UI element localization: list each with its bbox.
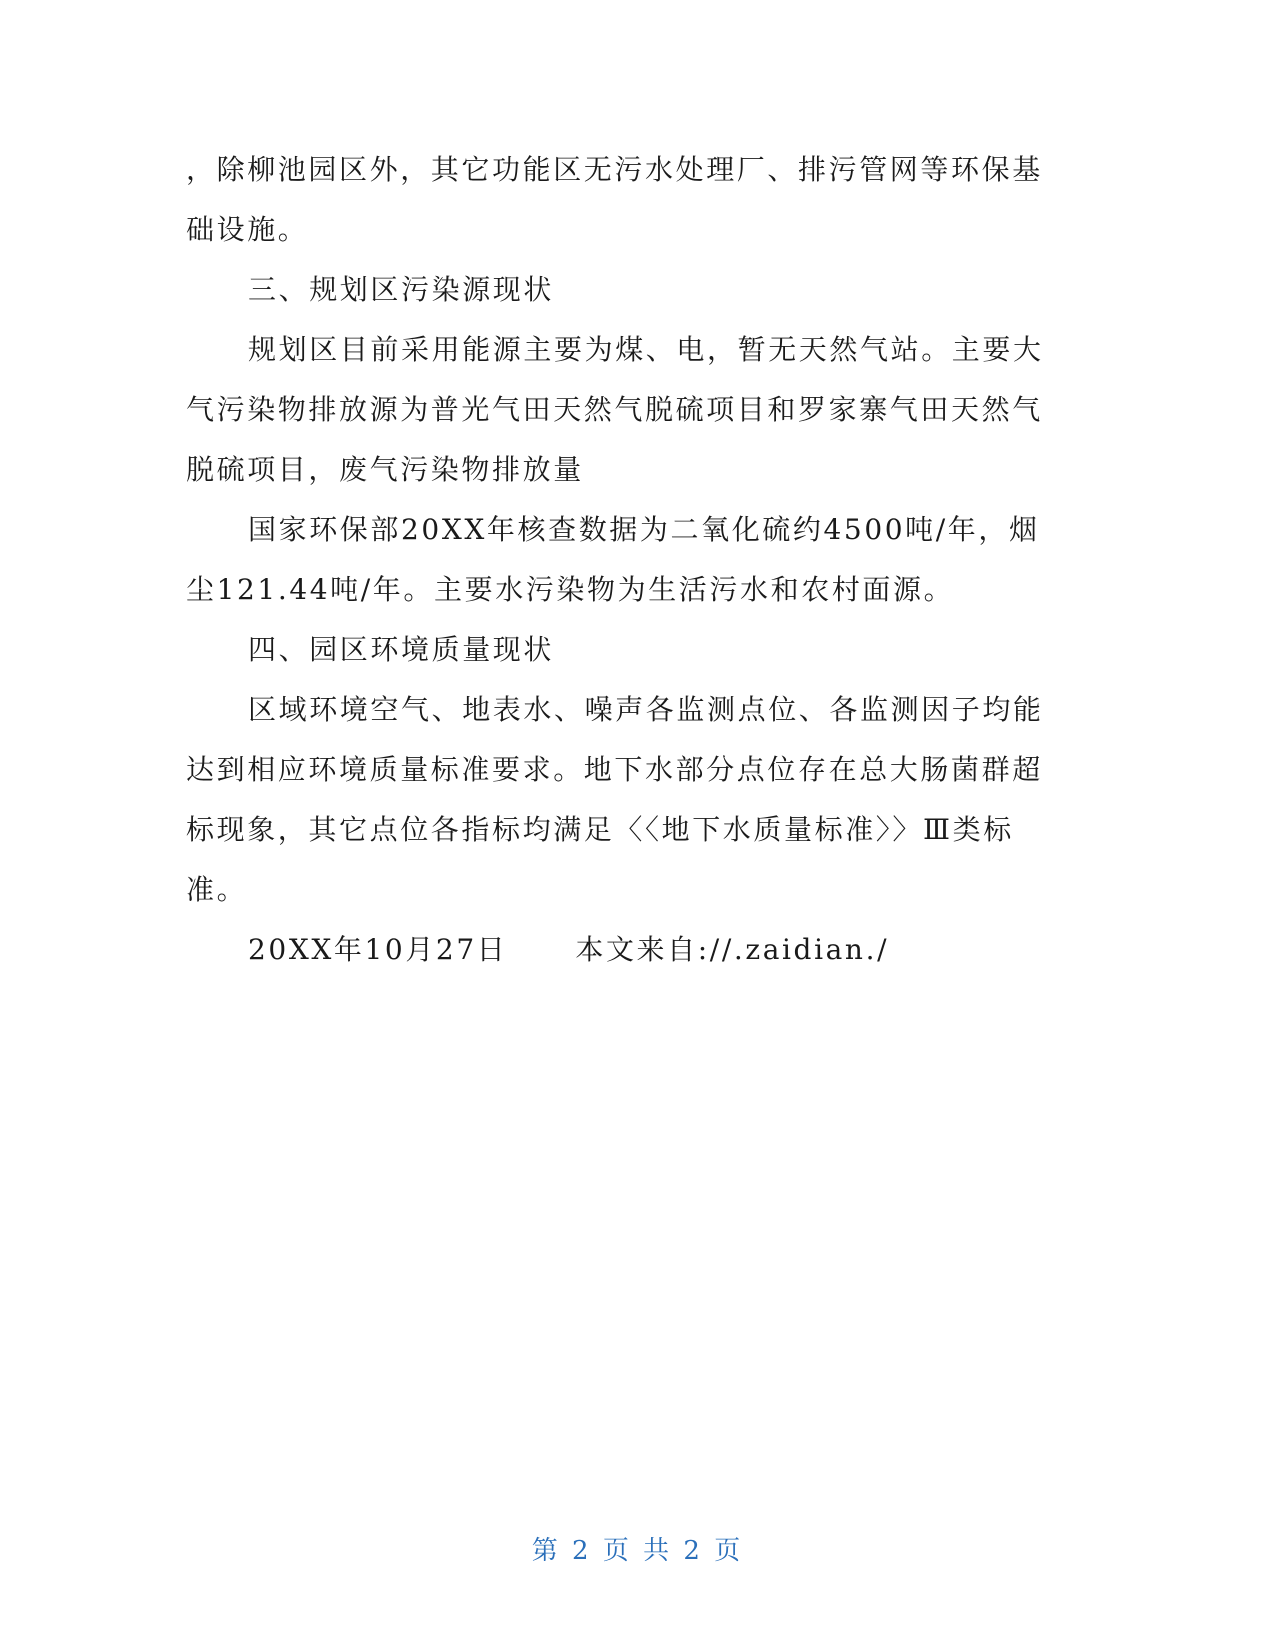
section-heading-environmental-quality: 四、园区环境质量现状	[248, 633, 555, 666]
page-number-label: 第 2 页 共 2 页	[531, 1536, 744, 1566]
document-date: 20XX年10月27日	[248, 933, 508, 966]
section-heading-pollution-sources: 三、规划区污染源现状	[248, 273, 555, 306]
date-line	[186, 920, 1066, 980]
document-body	[186, 140, 1066, 980]
page-footer	[0, 1530, 1275, 1567]
paragraph-energy-sources: 规划区目前采用能源主要为煤、电，暂无天然气站。主要大气污染物排放源为普光气田天然气脱硫项目和罗家寨气田天然气脱硫项目，废气污染物排放量	[186, 333, 1044, 486]
source-note: 本文来自://.zaidian./	[575, 933, 890, 966]
paragraph-quality-status: 区域环境空气、地表水、噪声各监测点位、各监测因子均能达到相应环境质量标准要求。地下水部分点位存在总大肠菌群超标现象，其它点位各指标均满足〈〈地下水质量标准〉〉Ⅲ类标准。	[186, 693, 1044, 906]
paragraph-continuation: ，除柳池园区外，其它功能区无污水处理厂、排污管网等环保基础设施。	[186, 153, 1043, 246]
paragraph-emission-data: 国家环保部20XX年核查数据为二氧化硫约4500吨/年，烟尘121.44吨/年。主要水污染物为生活污水和农村面源。	[186, 513, 1040, 606]
